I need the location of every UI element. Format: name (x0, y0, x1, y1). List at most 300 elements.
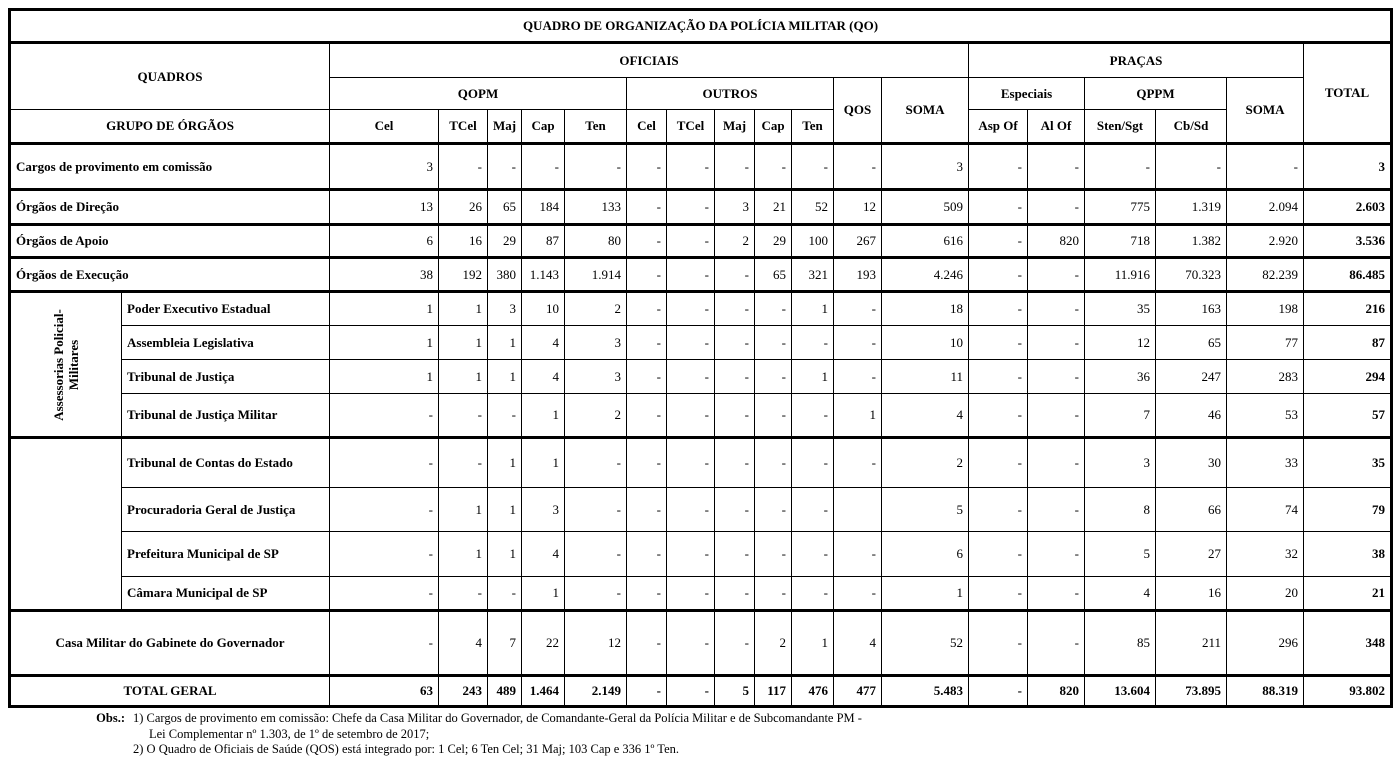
row-label: Tribunal de Justiça (122, 360, 330, 394)
table-cell: - (969, 225, 1028, 258)
table-cell: 4 (834, 611, 882, 676)
table-cell: - (969, 577, 1028, 611)
table-cell: 380 (488, 258, 522, 292)
table-cell: 20 (1227, 577, 1304, 611)
table-cell: 27 (1156, 532, 1227, 577)
table-cell: - (715, 438, 755, 488)
table-cell: 70.323 (1156, 258, 1227, 292)
header-outros-tcel: TCel (667, 110, 715, 144)
table-cell: 80 (565, 225, 627, 258)
table-cell: - (969, 326, 1028, 360)
header-grupo-orgaos: GRUPO DE ÓRGÃOS (10, 110, 330, 144)
table-cell: - (565, 577, 627, 611)
table-cell: - (1227, 144, 1304, 190)
header-qopm: QOPM (330, 78, 627, 110)
table-cell: - (755, 292, 792, 326)
qo-table (8, 8, 1393, 708)
table-cell: - (627, 292, 667, 326)
table-cell: 477 (834, 676, 882, 707)
table-cell: - (627, 144, 667, 190)
qo-document (8, 8, 1390, 758)
table-cell: 36 (1085, 360, 1156, 394)
header-quadros: QUADROS (10, 43, 330, 110)
table-cell: - (792, 438, 834, 488)
table-cell: - (715, 144, 755, 190)
table-cell: 4 (1085, 577, 1156, 611)
table-cell: - (969, 258, 1028, 292)
table-cell: 509 (882, 190, 969, 225)
row-total-cell: 38 (1304, 532, 1392, 577)
table-cell: - (1028, 438, 1085, 488)
row-label: Poder Executivo Estadual (122, 292, 330, 326)
table-cell: - (969, 532, 1028, 577)
table-cell: - (969, 292, 1028, 326)
table-cell: - (330, 611, 439, 676)
table-cell: 2 (565, 292, 627, 326)
table-cell: 66 (1156, 488, 1227, 532)
table-cell: 5 (715, 676, 755, 707)
table-cell: - (715, 258, 755, 292)
table-cell: 1 (488, 532, 522, 577)
table-cell: 35 (1085, 292, 1156, 326)
table-row (10, 532, 1392, 577)
table-cell: - (1028, 360, 1085, 394)
table-cell: - (488, 144, 522, 190)
table-cell: 2 (715, 225, 755, 258)
table-cell: - (792, 577, 834, 611)
table-cell: 1 (330, 326, 439, 360)
table-cell: 53 (1227, 394, 1304, 438)
table-cell: - (439, 144, 488, 190)
row-label: Órgãos de Direção (10, 190, 330, 225)
table-cell: 3 (565, 326, 627, 360)
table-cell: 26 (439, 190, 488, 225)
group-assessorias (10, 292, 122, 438)
table-cell: - (755, 577, 792, 611)
table-cell: 296 (1227, 611, 1304, 676)
table-cell: - (1028, 190, 1085, 225)
table-cell: 1 (488, 488, 522, 532)
table-cell: 7 (488, 611, 522, 676)
row-label: Casa Militar do Gabinete do Governador (10, 611, 330, 676)
table-cell: 184 (522, 190, 565, 225)
table-cell: 16 (1156, 577, 1227, 611)
table-cell: - (834, 532, 882, 577)
row-label: Assembleia Legislativa (122, 326, 330, 360)
table-cell: 211 (1156, 611, 1227, 676)
table-cell: 163 (1156, 292, 1227, 326)
table-cell: - (715, 360, 755, 394)
table-cell: - (330, 488, 439, 532)
table-cell: 1 (439, 292, 488, 326)
table-cell: 1 (522, 438, 565, 488)
table-cell: - (565, 532, 627, 577)
table-cell: 3 (522, 488, 565, 532)
row-label: Órgãos de Apoio (10, 225, 330, 258)
table-cell: 77 (1227, 326, 1304, 360)
table-cell: - (565, 488, 627, 532)
table-cell: - (715, 488, 755, 532)
table-cell: - (330, 577, 439, 611)
table-cell: 1 (488, 360, 522, 394)
table-cell: 5.483 (882, 676, 969, 707)
table-cell: 1 (439, 532, 488, 577)
table-cell: 8 (1085, 488, 1156, 532)
table-cell: - (627, 676, 667, 707)
table-cell: - (1085, 144, 1156, 190)
row-label: Prefeitura Municipal de SP (122, 532, 330, 577)
table-row (10, 394, 1392, 438)
table-cell: 2 (565, 394, 627, 438)
table-cell: - (667, 258, 715, 292)
table-cell: 1.914 (565, 258, 627, 292)
table-cell: - (1028, 532, 1085, 577)
table-cell: 1 (439, 326, 488, 360)
table-cell: - (792, 144, 834, 190)
table-cell: 30 (1156, 438, 1227, 488)
table-cell: - (969, 360, 1028, 394)
table-cell: - (834, 438, 882, 488)
row-total-cell: 21 (1304, 577, 1392, 611)
table-cell: 22 (522, 611, 565, 676)
table-cell: 73.895 (1156, 676, 1227, 707)
table-cell: 1.319 (1156, 190, 1227, 225)
header-especiais: Especiais (969, 78, 1085, 110)
table-cell: - (969, 394, 1028, 438)
table-cell: 10 (882, 326, 969, 360)
table-cell: 3 (882, 144, 969, 190)
table-cell: - (667, 326, 715, 360)
row-total-cell: 87 (1304, 326, 1392, 360)
table-cell: - (755, 326, 792, 360)
table-cell: - (439, 394, 488, 438)
table-cell: - (667, 438, 715, 488)
header-qopm-maj: Maj (488, 110, 522, 144)
table-cell: 65 (755, 258, 792, 292)
table-cell: - (1028, 326, 1085, 360)
table-cell: 247 (1156, 360, 1227, 394)
table-cell: - (755, 144, 792, 190)
header-outros-maj: Maj (715, 110, 755, 144)
table-cell: 12 (1085, 326, 1156, 360)
table-cell: 2.149 (565, 676, 627, 707)
table-cell: 13.604 (1085, 676, 1156, 707)
table-cell: - (565, 438, 627, 488)
row-label: Tribunal de Contas do Estado (122, 438, 330, 488)
table-cell: 117 (755, 676, 792, 707)
table-cell: 29 (488, 225, 522, 258)
table-cell: - (969, 438, 1028, 488)
table-cell: - (667, 360, 715, 394)
table-cell: 11 (882, 360, 969, 394)
table-cell: - (969, 488, 1028, 532)
header-qopm-cap: Cap (522, 110, 565, 144)
table-cell: 1 (792, 360, 834, 394)
table-cell: 1.382 (1156, 225, 1227, 258)
table-cell: - (1028, 577, 1085, 611)
row-total-cell: 3 (1304, 144, 1392, 190)
table-cell: - (330, 394, 439, 438)
table-cell: 489 (488, 676, 522, 707)
table-cell: - (1028, 292, 1085, 326)
table-cell: - (627, 394, 667, 438)
table-cell: 4 (439, 611, 488, 676)
header-al-of: Al Of (1028, 110, 1085, 144)
table-cell: 616 (882, 225, 969, 258)
table-cell: 1 (834, 394, 882, 438)
table-cell: - (969, 611, 1028, 676)
table-cell (834, 488, 882, 532)
table-cell: - (667, 532, 715, 577)
table-cell: 1.464 (522, 676, 565, 707)
header-total: TOTAL (1304, 43, 1392, 144)
table-cell: - (1028, 144, 1085, 190)
table-cell: - (715, 611, 755, 676)
table-cell: - (1156, 144, 1227, 190)
table-cell: 33 (1227, 438, 1304, 488)
table-cell: 6 (882, 532, 969, 577)
header-qos: QOS (834, 78, 882, 144)
table-cell: 88.319 (1227, 676, 1304, 707)
table-cell: - (1028, 611, 1085, 676)
table-cell: 52 (792, 190, 834, 225)
header-asp-of: Asp Of (969, 110, 1028, 144)
table-cell: - (627, 258, 667, 292)
table-cell: 87 (522, 225, 565, 258)
group-blank (10, 438, 122, 611)
table-cell: 2.094 (1227, 190, 1304, 225)
table-cell: 100 (792, 225, 834, 258)
table-cell: 18 (882, 292, 969, 326)
table-cell: 133 (565, 190, 627, 225)
note-line: 2) O Quadro de Oficiais de Saúde (QOS) está integrado por: 1 Cel; 6 Ten Cel; 31 Maj; 103 Cap e 336 1º Ten. (133, 742, 679, 756)
table-cell: 63 (330, 676, 439, 707)
table-cell: - (667, 577, 715, 611)
table-cell: 65 (1156, 326, 1227, 360)
table-cell: - (715, 532, 755, 577)
table-body (10, 144, 1392, 707)
table-cell: 2 (755, 611, 792, 676)
table-cell: 10 (522, 292, 565, 326)
table-cell: - (834, 144, 882, 190)
table-cell: 38 (330, 258, 439, 292)
table-cell: - (627, 360, 667, 394)
table-cell: - (969, 190, 1028, 225)
table-cell: 13 (330, 190, 439, 225)
table-cell: - (667, 488, 715, 532)
table-cell: 1 (439, 360, 488, 394)
row-total-cell: 294 (1304, 360, 1392, 394)
table-row (10, 611, 1392, 676)
table-cell: - (969, 676, 1028, 707)
table-cell: - (715, 577, 755, 611)
row-total-cell: 35 (1304, 438, 1392, 488)
row-total-cell: 216 (1304, 292, 1392, 326)
table-row (10, 292, 1392, 326)
table-cell: - (667, 676, 715, 707)
row-label: Órgãos de Execução (10, 258, 330, 292)
header-qppm: QPPM (1085, 78, 1227, 110)
table-cell: - (969, 144, 1028, 190)
note-line: 1) Cargos de provimento em comissão: Chefe da Casa Militar do Governador, de Comandante-Geral da Polícia Militar e de Subcomandante PM - (133, 711, 862, 725)
row-total-cell: 3.536 (1304, 225, 1392, 258)
table-cell: - (439, 577, 488, 611)
table-row (10, 360, 1392, 394)
table-row (10, 225, 1392, 258)
header-soma-oficiais: SOMA (882, 78, 969, 144)
table-cell: 7 (1085, 394, 1156, 438)
table-cell: 1 (792, 611, 834, 676)
table-cell: - (755, 488, 792, 532)
table-cell: - (715, 292, 755, 326)
table-cell: 3 (715, 190, 755, 225)
table-cell: - (488, 577, 522, 611)
table-cell: - (627, 611, 667, 676)
table-cell: 1 (330, 360, 439, 394)
table-cell: - (834, 577, 882, 611)
table-row (10, 438, 1392, 488)
table-cell: 11.916 (1085, 258, 1156, 292)
table-cell: 5 (1085, 532, 1156, 577)
table-cell: - (667, 292, 715, 326)
table-cell: - (488, 394, 522, 438)
table-cell: 2.920 (1227, 225, 1304, 258)
table-cell: 2 (882, 438, 969, 488)
table-cell: 1 (792, 292, 834, 326)
table-cell: 46 (1156, 394, 1227, 438)
table-cell: 192 (439, 258, 488, 292)
header-pracas: PRAÇAS (969, 43, 1304, 78)
header-qopm-tcel: TCel (439, 110, 488, 144)
table-cell: 193 (834, 258, 882, 292)
table-cell: 3 (565, 360, 627, 394)
header-cb-sd: Cb/Sd (1156, 110, 1227, 144)
header-outros-ten: Ten (792, 110, 834, 144)
table-row (10, 258, 1392, 292)
table-cell: 65 (488, 190, 522, 225)
table-cell: 3 (1085, 438, 1156, 488)
row-total-cell: 348 (1304, 611, 1392, 676)
table-cell: - (667, 611, 715, 676)
table-cell: - (627, 577, 667, 611)
table-cell: - (715, 394, 755, 438)
table-cell: - (627, 326, 667, 360)
table-cell: - (522, 144, 565, 190)
table-cell: 243 (439, 676, 488, 707)
table-cell: 718 (1085, 225, 1156, 258)
table-cell: 283 (1227, 360, 1304, 394)
table-cell: 3 (488, 292, 522, 326)
table-cell: 1 (330, 292, 439, 326)
total-label: TOTAL GERAL (10, 676, 330, 707)
table-cell: - (667, 225, 715, 258)
table-cell: 1 (522, 394, 565, 438)
note-line: Lei Complementar nº 1.303, de 1º de setembro de 2017; (149, 726, 430, 741)
row-label: Câmara Municipal de SP (122, 577, 330, 611)
table-cell: - (792, 532, 834, 577)
table-cell: 321 (792, 258, 834, 292)
table-cell: - (715, 326, 755, 360)
header-outros-cel: Cel (627, 110, 667, 144)
row-total-cell: 79 (1304, 488, 1392, 532)
table-cell: - (627, 225, 667, 258)
table-cell: - (755, 438, 792, 488)
table-cell: - (1028, 258, 1085, 292)
table-cell: 4 (882, 394, 969, 438)
table-cell: 1.143 (522, 258, 565, 292)
row-total-cell: 93.802 (1304, 676, 1392, 707)
header-outros-cap: Cap (755, 110, 792, 144)
table-cell: - (627, 488, 667, 532)
table-cell: 4 (522, 532, 565, 577)
table-row (10, 144, 1392, 190)
table-cell: 4 (522, 360, 565, 394)
notes (8, 711, 1390, 758)
table-cell: - (792, 326, 834, 360)
group-label: Assessorias Policial-Militares (51, 308, 81, 421)
table-cell: - (439, 438, 488, 488)
notes-obs-label: Obs.: (96, 711, 125, 725)
row-total-cell: 2.603 (1304, 190, 1392, 225)
table-cell: - (667, 394, 715, 438)
header-oficiais: OFICIAIS (330, 43, 969, 78)
table-cell: 476 (792, 676, 834, 707)
table-cell: - (755, 394, 792, 438)
row-total-cell: 57 (1304, 394, 1392, 438)
table-cell: 775 (1085, 190, 1156, 225)
table-row (10, 488, 1392, 532)
row-label: Cargos de provimento em comissão (10, 144, 330, 190)
table-cell: 1 (882, 577, 969, 611)
table-cell: 3 (330, 144, 439, 190)
table-cell: 12 (565, 611, 627, 676)
table-title: QUADRO DE ORGANIZAÇÃO DA POLÍCIA MILITAR (QO) (10, 10, 1392, 43)
table-cell: - (667, 190, 715, 225)
table-cell: - (834, 360, 882, 394)
header-sten-sgt: Sten/Sgt (1085, 110, 1156, 144)
table-cell: 1 (439, 488, 488, 532)
table-cell: 74 (1227, 488, 1304, 532)
total-row (10, 676, 1392, 707)
table-cell: 29 (755, 225, 792, 258)
table-cell: 82.239 (1227, 258, 1304, 292)
table-row (10, 577, 1392, 611)
table-cell: 52 (882, 611, 969, 676)
row-total-cell: 86.485 (1304, 258, 1392, 292)
table-cell: - (792, 394, 834, 438)
table-cell: - (627, 190, 667, 225)
table-cell: - (627, 438, 667, 488)
table-row (10, 326, 1392, 360)
table-cell: 820 (1028, 676, 1085, 707)
table-row (10, 190, 1392, 225)
table-cell: 16 (439, 225, 488, 258)
table-cell: - (565, 144, 627, 190)
table-cell: 1 (488, 326, 522, 360)
table-cell: 1 (522, 577, 565, 611)
header-qopm-cel: Cel (330, 110, 439, 144)
table-cell: - (755, 360, 792, 394)
table-cell: 1 (488, 438, 522, 488)
table-cell: - (330, 438, 439, 488)
table-cell: 267 (834, 225, 882, 258)
table-cell: - (834, 292, 882, 326)
table-cell: - (1028, 488, 1085, 532)
table-cell: - (834, 326, 882, 360)
header-outros: OUTROS (627, 78, 834, 110)
table-cell: 4.246 (882, 258, 969, 292)
row-label: Procuradoria Geral de Justiça (122, 488, 330, 532)
